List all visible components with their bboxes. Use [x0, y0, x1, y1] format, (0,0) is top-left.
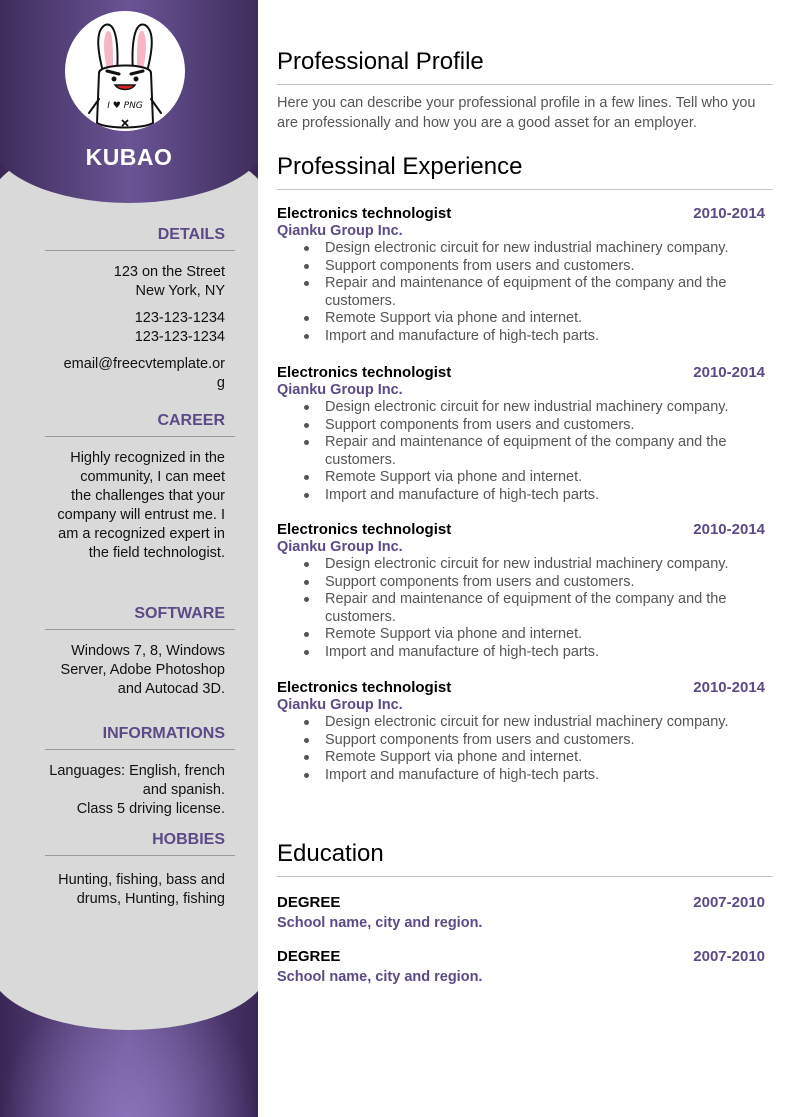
job-title: Electronics technologist: [277, 679, 452, 696]
list-item: Repair and maintenance of equipment of the company and the customers.: [325, 275, 767, 310]
software-line: Server, Adobe Photoshop: [60, 662, 225, 678]
job-duties: [277, 399, 767, 504]
profile-text: Here you can describe your professional profile in a few lines. Tell who you are professionally and how you are a good asset for an employer.: [277, 95, 756, 131]
software-section: [45, 605, 235, 699]
job-duties: [277, 240, 767, 345]
list-item: Support components from users and customers.: [325, 258, 767, 276]
job-dates: 2010-2014: [693, 521, 765, 538]
job-company: Qianku Group Inc.: [277, 223, 403, 239]
address-line-1: 123 on the Street: [113, 264, 225, 280]
job-dates: 2010-2014: [693, 679, 765, 696]
list-item: Remote Support via phone and internet.: [325, 626, 767, 644]
education-entry: [277, 894, 767, 931]
list-item: Remote Support via phone and internet.: [325, 469, 767, 487]
job-entry: [277, 205, 767, 345]
email[interactable]: [45, 355, 235, 393]
list-item: Remote Support via phone and internet.: [325, 310, 767, 328]
software-heading: SOFTWARE: [45, 605, 235, 630]
school-name: School name, city and region.: [277, 969, 483, 985]
list-item: Import and manufacture of high-tech parts.: [325, 487, 767, 505]
software-line: Windows 7, 8, Windows: [71, 643, 225, 659]
education-dates: 2007-2010: [693, 948, 765, 965]
informations-line: Languages: English, french: [49, 763, 225, 779]
avatar: [65, 11, 185, 131]
list-item: Design electronic circuit for new industrial machinery company.: [325, 714, 767, 732]
informations-section: [45, 725, 235, 819]
details-section: [45, 226, 235, 393]
list-item: Support components from users and customers.: [325, 417, 767, 435]
career-section: [45, 412, 235, 563]
phones: [45, 309, 235, 347]
hobbies-line: Hunting, fishing, bass and: [58, 872, 225, 888]
sidebar: [0, 0, 258, 1117]
job-duties: [277, 556, 767, 661]
job-dates: 2010-2014: [693, 364, 765, 381]
phone-2: 123-123-1234: [134, 329, 225, 345]
avatar-caption: I ♥ PNG: [107, 101, 143, 111]
education-entry: [277, 948, 767, 985]
email-line-2: g: [216, 375, 225, 391]
career-text: [45, 449, 235, 563]
career-line: am a recognized expert in: [58, 526, 225, 542]
education-heading: Education: [277, 840, 773, 877]
details-heading: DETAILS: [45, 226, 235, 251]
job-entry: [277, 364, 767, 504]
bunny-mascot-icon: [65, 11, 185, 131]
profile-heading: Professional Profile: [277, 48, 773, 85]
job-company: Qianku Group Inc.: [277, 697, 403, 713]
hobbies-section: [45, 831, 235, 909]
address: [45, 263, 235, 301]
job-duties: [277, 714, 767, 784]
job-title: Electronics technologist: [277, 205, 452, 222]
education-dates: 2007-2010: [693, 894, 765, 911]
list-item: Import and manufacture of high-tech parts.: [325, 644, 767, 662]
career-heading: CAREER: [45, 412, 235, 437]
software-text: [45, 642, 235, 699]
job-dates: 2010-2014: [693, 205, 765, 222]
candidate-name: KUBAO: [85, 144, 173, 170]
hobbies-heading: HOBBIES: [45, 831, 235, 856]
list-item: Import and manufacture of high-tech parts.: [325, 767, 767, 785]
job-company: Qianku Group Inc.: [277, 539, 403, 555]
career-line: community, I can meet: [80, 469, 225, 485]
software-line: and Autocad 3D.: [117, 681, 225, 697]
informations-line: Class 5 driving license.: [76, 801, 225, 817]
list-item: Support components from users and customers.: [325, 732, 767, 750]
degree: DEGREE: [277, 894, 341, 911]
hobbies-text: [45, 871, 235, 909]
list-item: Support components from users and customers.: [325, 574, 767, 592]
email-line-1: email@freecvtemplate.or: [63, 356, 225, 372]
career-line: Highly recognized in the: [70, 450, 225, 466]
job-entry: [277, 679, 767, 784]
job-title: Electronics technologist: [277, 364, 452, 381]
career-line: the challenges that your: [71, 488, 225, 504]
job-company: Qianku Group Inc.: [277, 382, 403, 398]
hobbies-line: drums, Hunting, fishing: [76, 891, 225, 907]
degree: DEGREE: [277, 948, 341, 965]
career-line: company will entrust me. I: [57, 507, 225, 523]
informations-line: and spanish.: [142, 782, 225, 798]
phone-1: 123-123-1234: [134, 310, 225, 326]
list-item: Design electronic circuit for new industrial machinery company.: [325, 240, 767, 258]
list-item: Remote Support via phone and internet.: [325, 749, 767, 767]
job-title: Electronics technologist: [277, 521, 452, 538]
experience-heading: Professinal Experience: [277, 153, 773, 190]
informations-heading: INFORMATIONS: [45, 725, 235, 750]
list-item: Repair and maintenance of equipment of the company and the customers.: [325, 434, 767, 469]
career-line: the field technologist.: [88, 545, 225, 561]
list-item: Design electronic circuit for new industrial machinery company.: [325, 556, 767, 574]
informations-text: [45, 762, 235, 819]
list-item: Repair and maintenance of equipment of the company and the customers.: [325, 591, 767, 626]
job-entry: [277, 521, 767, 661]
list-item: Import and manufacture of high-tech parts.: [325, 328, 767, 346]
school-name: School name, city and region.: [277, 915, 483, 931]
list-item: Design electronic circuit for new industrial machinery company.: [325, 399, 767, 417]
address-line-2: New York, NY: [135, 283, 225, 299]
